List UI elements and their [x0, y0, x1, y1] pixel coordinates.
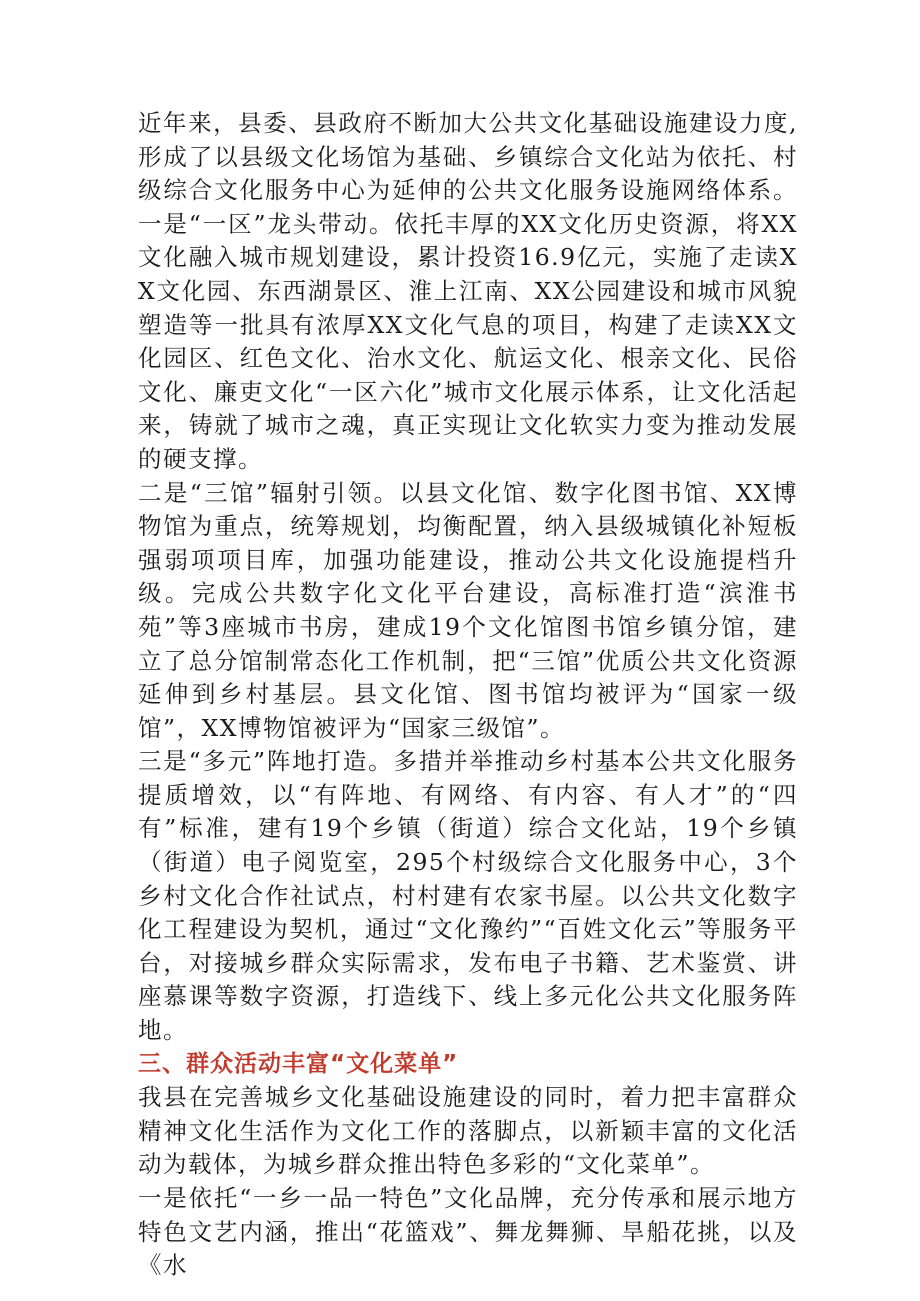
paragraph-one-village-one-product: 一是依托“一乡一品一特色”文化品牌，充分传承和展示地方特色文艺内涵，推出“花篮戏”、舞龙舞狮、旱船花挑，以及《水 [138, 1184, 798, 1280]
section-heading-culture-menu: 三、群众活动丰富“文化菜单” [138, 1050, 459, 1077]
paragraph-culture-menu-intro: 我县在完善城乡文化基础设施建设的同时，着力把丰富群众精神文化生活作为文化工作的落脚点，以新颖丰富的文化活动为载体，为城乡群众推出特色多彩的“文化菜单”。 [138, 1083, 798, 1179]
paragraph-three-halls: 二是“三馆”辐射引领。以县文化馆、数字化图书馆、XX博物馆为重点，统筹规划，均衡配置，纳入县级城镇化补短板强弱项项目库，加强功能建设，推动公共文化设施提档升级。完成公共数字化文化平台建设，高标准打造“滨淮书苑”等3座城市书房，建成19个文化馆图书馆乡镇分馆，建立了总分馆制常态化工作机制，把“三馆”优质公共文化资源延伸到乡村基层。县文化馆、图书馆均被评为“国家一级馆”，XX博物馆被评为“国家三级馆”。 [138, 478, 798, 742]
document-page [138, 107, 798, 1283]
paragraph-multiple-venues: 三是“多元”阵地打造。多措并举推动乡村基本公共文化服务提质增效，以“有阵地、有网络、有内容、有人才”的“四有”标准，建有19个乡镇（街道）综合文化站，19个乡镇（街道）电子阅览室，295个村级综合文化服务中心，3个乡村文化合作社试点，村村建有农家书屋。以公共文化数字化工程建设为契机，通过“文化豫约”“百姓文化云”等服务平台，对接城乡群众实际需求，发布电子书籍、艺术鉴赏、讲座慕课等数字资源，打造线下、线上多元化公共文化服务阵地。 [138, 747, 798, 1045]
paragraph-infrastructure-intro: 近年来，县委、县政府不断加大公共文化基础设施建设力度,形成了以县级文化场馆为基础、乡镇综合文化站为依托、村级综合文化服务中心为延伸的公共文化服务设施网络体系。一是“一区”龙头带动。依托丰厚的XX文化历史资源，将XX文化融入城市规划建设，累计投资16.9亿元，实施了走读XX文化园、东西湖景区、淮上江南、XX公园建设和城市风貌塑造等一批具有浓厚XX文化气息的项目，构建了走读XX文化园区、红色文化、治水文化、航运文化、根亲文化、民俗文化、廉吏文化“一区六化”城市文化展示体系，让文化活起来，铸就了城市之魂，真正实现让文化软实力变为推动发展的硬支撑。 [138, 109, 798, 473]
